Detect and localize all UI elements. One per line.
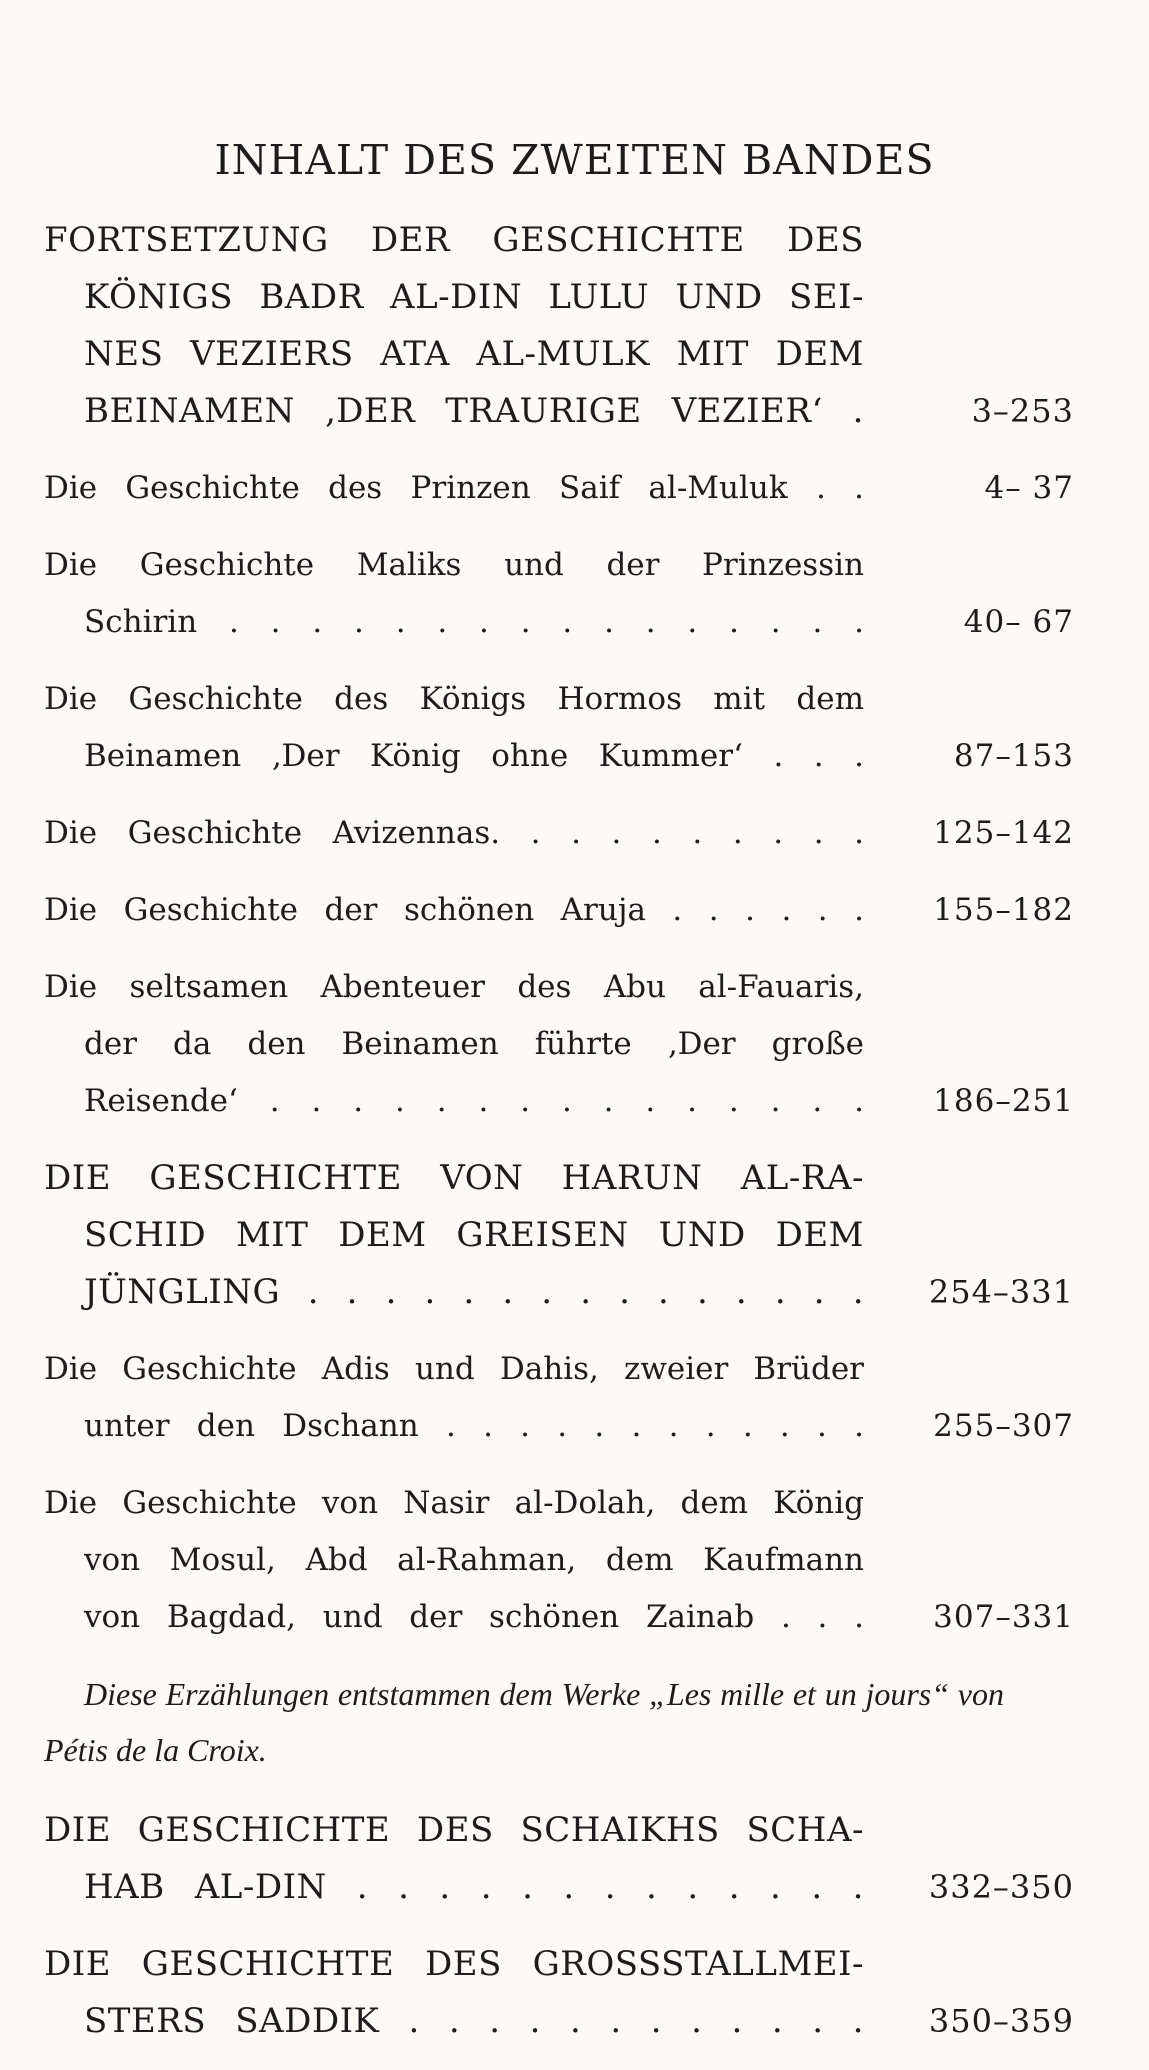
toc-entry-line: JÜNGLING . . . . . . . . . . . . . . . <box>84 1272 864 1312</box>
toc-entry-title <box>44 537 864 651</box>
toc-entry-title <box>44 1936 864 2050</box>
toc-story-entry <box>44 671 1074 785</box>
toc-entry-title <box>44 882 864 939</box>
toc-page-range: 155–182 <box>933 892 1074 928</box>
toc-page-range: 87–153 <box>953 738 1074 774</box>
toc-page-range: 40– 67 <box>963 604 1074 640</box>
toc-entry-title <box>44 212 864 440</box>
toc-entry-line: DIE GESCHICHTE DES SCHAIKHS SCHA- <box>44 1810 864 1850</box>
toc-entry-line: BEINAMEN ‚DER TRAURIGE VEZIER‘ . <box>84 391 864 431</box>
toc-entry-line: Die Geschichte der schönen Aruja . . . . . . <box>44 892 864 928</box>
toc-entry-title <box>44 1802 864 1916</box>
toc-story-entry <box>44 959 1074 1130</box>
toc-entry-title <box>44 671 864 785</box>
toc-entry-line: SCHID MIT DEM GREISEN UND DEM <box>84 1215 864 1255</box>
toc-entry-line: Die seltsamen Abenteuer des Abu al-Fauaris, <box>44 969 864 1005</box>
toc-entry-line: der da den Beinamen führte ‚Der große <box>84 1026 864 1062</box>
toc-entry-line: DIE GESCHICHTE VON HARUN AL-RA- <box>44 1158 864 1198</box>
toc-page-range: 254–331 <box>928 1273 1074 1311</box>
toc-story-entry <box>44 805 1074 862</box>
toc-entry-title <box>44 1150 864 1321</box>
toc-entry-title <box>44 959 864 1130</box>
editorial-note: Diese Erzählungen entstammen dem Werke „Les mille et un jours“ von Pétis de la Croix. <box>44 1676 1004 1768</box>
toc-section-entry <box>44 1802 1074 1916</box>
toc-entry-line: von Bagdad, und der schönen Zainab . . . <box>84 1599 864 1635</box>
toc-entry-line: FORTSETZUNG DER GESCHICHTE DES <box>44 220 864 260</box>
toc-story-entry <box>44 537 1074 651</box>
toc-entry-line: Reisende‘ . . . . . . . . . . . . . . . <box>84 1083 864 1119</box>
toc-entry-title <box>44 1475 864 1646</box>
toc-page-range: 307–331 <box>933 1599 1074 1635</box>
toc-entry-line: KÖNIGS BADR AL-DIN LULU UND SEI- <box>84 277 864 317</box>
toc-page-range: 332–350 <box>928 1868 1074 1906</box>
toc-entry-title <box>44 805 864 862</box>
toc-page-range: 3–253 <box>971 392 1074 430</box>
toc-section-entry <box>44 1150 1074 1321</box>
toc-entry-line: Schirin . . . . . . . . . . . . . . . . <box>84 604 864 640</box>
toc-entry-line: STERS SADDIK . . . . . . . . . . . . <box>84 2001 864 2041</box>
toc-entry-line: DIE GESCHICHTE DES GROSSSTALLMEI- <box>44 1944 864 1984</box>
toc-story-entry <box>44 460 1074 517</box>
toc-entry-line: Die Geschichte des Prinzen Saif al-Muluk . . <box>44 470 864 506</box>
toc-page-range: 255–307 <box>933 1408 1074 1444</box>
toc-page-range: 125–142 <box>933 815 1074 851</box>
toc-entry-line: Beinamen ‚Der König ohne Kummer‘ . . . <box>84 738 864 774</box>
toc-entry-line: unter den Dschann . . . . . . . . . . . . <box>84 1408 864 1444</box>
toc-story-entry <box>44 1341 1074 1455</box>
toc-story-entry <box>44 882 1074 939</box>
toc-entry-line: Die Geschichte Maliks und der Prinzessin <box>44 547 864 583</box>
toc-entry-line: von Mosul, Abd al-Rahman, dem Kaufmann <box>84 1542 864 1578</box>
toc-entry-line: Die Geschichte von Nasir al-Dolah, dem König <box>44 1485 864 1521</box>
toc-story-entry <box>44 1475 1074 1646</box>
page-title: INHALT DES ZWEITEN BANDES <box>214 136 935 184</box>
toc-page-range: 4– 37 <box>984 470 1074 506</box>
toc-entry-line: Die Geschichte Avizennas. . . . . . . . . . <box>44 815 864 851</box>
toc-section-entry <box>44 1936 1074 2050</box>
toc-section-entry <box>44 212 1074 440</box>
toc-page-range: 350–359 <box>928 2002 1074 2040</box>
toc-entry-line: NES VEZIERS ATA AL-MULK MIT DEM <box>84 334 864 374</box>
toc-entry-line: Die Geschichte des Königs Hormos mit dem <box>44 681 864 717</box>
toc-page-range: 186–251 <box>933 1083 1074 1119</box>
toc-entry-title <box>44 1341 864 1455</box>
toc-entry-line: Die Geschichte Adis und Dahis, zweier Brüder <box>44 1351 864 1387</box>
toc-entry-line: HAB AL-DIN . . . . . . . . . . . . . <box>84 1867 864 1907</box>
toc-entry-title <box>44 460 864 517</box>
table-of-contents <box>44 212 1074 2070</box>
